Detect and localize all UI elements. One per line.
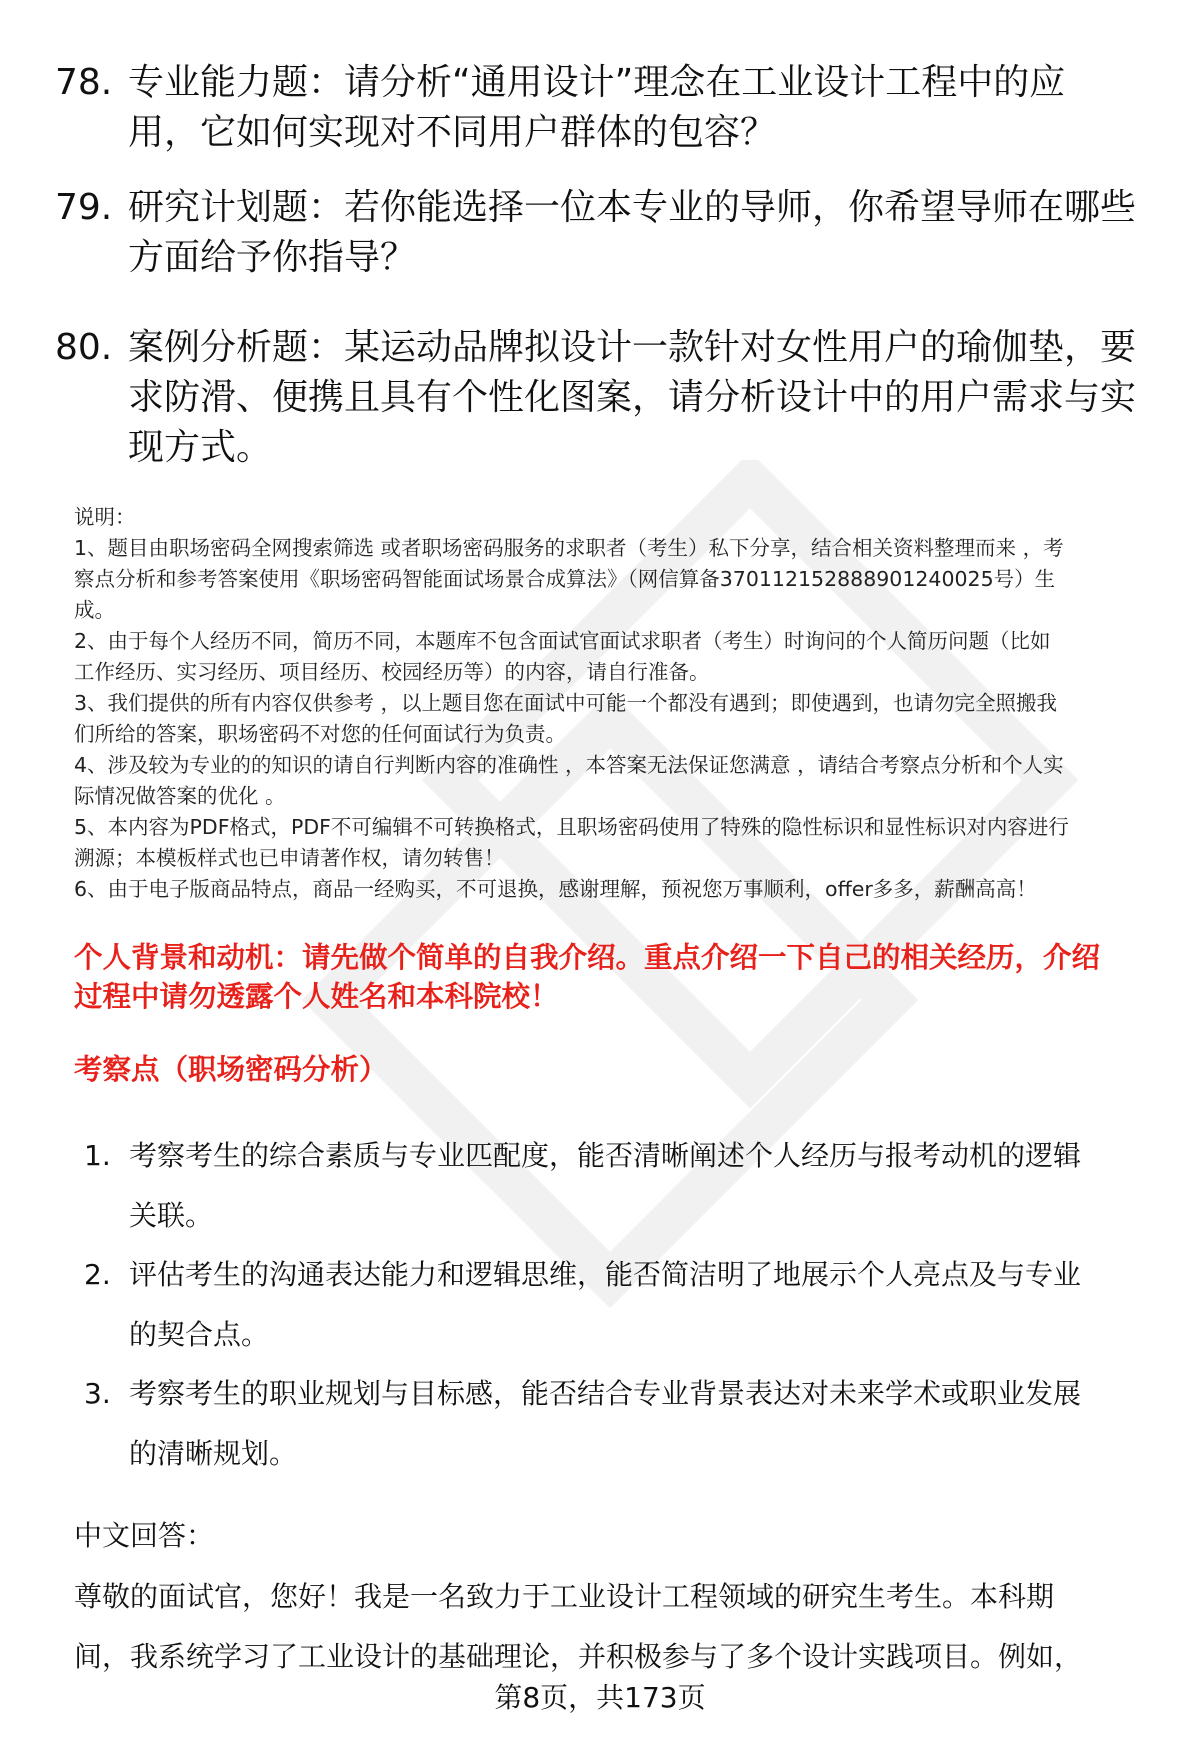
notes-line: 工作经历、实习经历、项目经历、校园经历等）的内容，请自行准备。 <box>74 660 710 684</box>
interview-question <box>74 938 1100 1016</box>
list-text: 评估考生的沟通表达能力和逻辑思维，能否简洁明了地展示个人亮点及与专业 <box>129 1258 1082 1291</box>
notes-line: 说明： <box>74 505 136 529</box>
list-number: 2. <box>84 1258 111 1291</box>
analysis-heading: 考察点（职场密码分析） <box>74 1053 388 1086</box>
list-number: 1. <box>84 1139 111 1172</box>
question-text: 现方式。 <box>128 427 273 468</box>
interview-question-line: 个人背景和动机：请先做个简单的自我介绍。重点介绍一下自己的相关经历，介绍 <box>74 941 1101 974</box>
notes-line: 溯源；本模板样式也已申请著作权，请勿转售！ <box>74 846 505 870</box>
list-item <box>84 1245 1081 1364</box>
question-79 <box>55 183 1136 283</box>
question-text: 方面给予你指导？ <box>128 237 417 278</box>
answer-line: 间，我系统学习了工业设计的基础理论，并积极参与了多个设计实践项目。例如， <box>74 1639 1083 1673</box>
notes-line: 2、由于每个人经历不同，简历不同，本题库不包含面试官面试求职者（考生）时询问的个人简历问题（比如 <box>74 629 1051 653</box>
question-text: 用，它如何实现对不同用户群体的包容？ <box>128 112 777 153</box>
list-text: 关联。 <box>129 1198 214 1232</box>
question-text: 专业能力题：请分析“通用设计”理念在工业设计工程中的应 <box>128 62 1066 103</box>
question-text: 案例分析题：某运动品牌拟设计一款针对女性用户的瑜伽垫，要 <box>128 327 1137 368</box>
question-text: 求防滑、便携且具有个性化图案，请分析设计中的用户需求与实 <box>128 377 1137 418</box>
notes-line: 们所给的答案，职场密码不对您的任何面试行为负责。 <box>74 722 566 746</box>
list-text: 考察考生的综合素质与专业匹配度，能否清晰阐述个人经历与报考动机的逻辑 <box>129 1139 1082 1172</box>
notes-line: 察点分析和参考答案使用《职场密码智能面试场景合成算法》（网信算备370112152888901240025号）生 <box>74 567 1056 591</box>
question-number: 78. <box>55 62 113 103</box>
answer-text <box>74 1567 1082 1686</box>
list-text: 考察考生的职业规划与目标感，能否结合专业背景表达对未来学术或职业发展 <box>129 1377 1082 1410</box>
question-text: 研究计划题：若你能选择一位本专业的导师，你希望导师在哪些 <box>128 187 1137 228</box>
answer-label: 中文回答： <box>74 1519 215 1552</box>
notes-line: 5、本内容为PDF格式，PDF不可编辑不可转换格式，且职场密码使用了特殊的隐性标识和显性标识对内容进行 <box>74 815 1069 839</box>
notes-line: 际情况做答案的优化 。 <box>74 784 286 808</box>
list-item <box>84 1126 1081 1245</box>
notes-line: 4、涉及较为专业的的知识的请自行判断内容的准确性 ，本答案无法保证您满意 ，请结合考察点分析和个人实 <box>74 753 1064 777</box>
question-number: 79. <box>55 187 113 228</box>
question-80 <box>55 323 1136 473</box>
notes-line: 3、我们提供的所有内容仅供参考 ，以上题目您在面试中可能一个都没有遇到；即使遇到，也请勿完全照搬我 <box>74 691 1058 715</box>
list-item <box>84 1364 1081 1483</box>
list-number: 3. <box>84 1377 111 1410</box>
analysis-points <box>84 1126 1081 1483</box>
disclaimer-notes <box>74 502 1069 905</box>
interview-question-line: 过程中请勿透露个人姓名和本科院校！ <box>74 980 559 1013</box>
list-text: 的清晰规划。 <box>129 1436 298 1470</box>
question-number: 80. <box>55 327 113 368</box>
notes-line: 6、由于电子版商品特点，商品一经购买，不可退换，感谢理解，预祝您万事顺利，offer多多，薪酬高高！ <box>74 877 1037 901</box>
page-number: 第8页，共173页 <box>494 1681 706 1714</box>
answer-line: 尊敬的面试官，您好！我是一名致力于工业设计工程领域的研究生考生。本科期 <box>74 1580 1055 1613</box>
notes-line: 成。 <box>74 598 115 622</box>
question-78 <box>55 58 1065 158</box>
notes-line: 1、题目由职场密码全网搜索筛选 或者职场密码服务的求职者（考生）私下分享，结合相关资料整理而来 ，考 <box>74 536 1064 560</box>
list-text: 的契合点。 <box>129 1317 270 1351</box>
